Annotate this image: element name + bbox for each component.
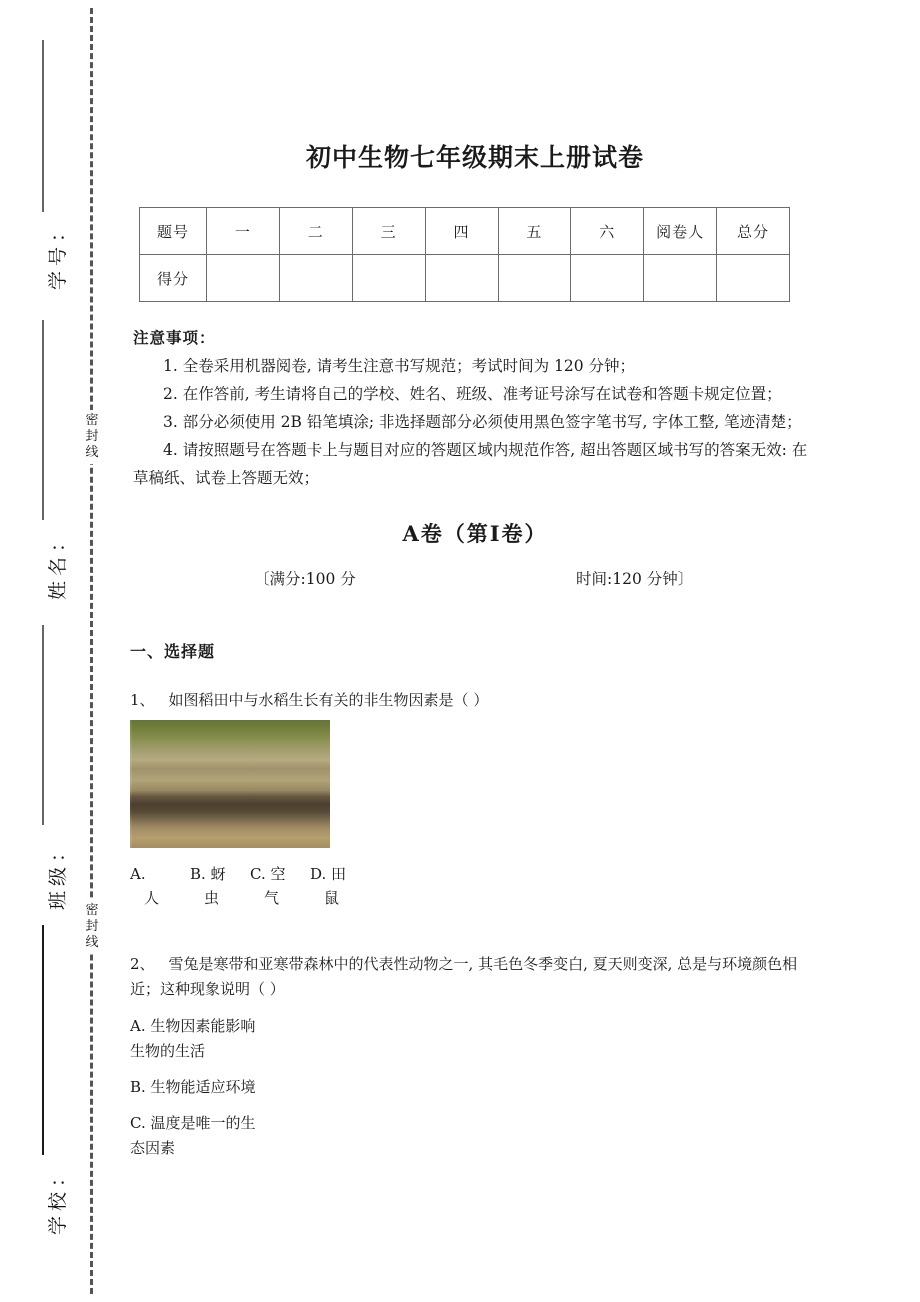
question-2-stem-line <box>130 952 820 1002</box>
question-1-option-a[interactable] <box>130 862 190 910</box>
question-2-option-a[interactable]: A. 生物因素能影响生物的生活 <box>130 1017 256 1060</box>
option-d-head: D. 田 <box>310 865 347 883</box>
question-1 <box>130 688 820 910</box>
option-a-tail: 人 <box>144 889 160 907</box>
question-1-text: 如图稻田中与水稻生长有关的非生物因素是（ ） <box>168 691 489 709</box>
score-table <box>139 207 790 302</box>
option-c-head: C. 空 <box>250 865 286 883</box>
table-cell-col-6: 六 <box>571 208 644 255</box>
margin-label-school: 学校： <box>47 1162 69 1235</box>
notice-item-4: 4. 请按照题号在答题卡上与题目对应的答题区域内规范作答, 超出答题区域书写的答案无效: 在草稿纸、试卷上答题无效； <box>133 441 808 487</box>
option-c-tail: 气 <box>264 889 280 907</box>
table-cell-col-1: 一 <box>207 208 280 255</box>
table-cell-score-grader[interactable] <box>644 255 717 302</box>
seal-dashed-line <box>90 8 93 1294</box>
rice-paddy-photo <box>130 720 330 848</box>
notice-item-1: 1. 全卷采用机器阅卷, 请考生注意书写规范；考试时间为 120 分钟； <box>163 357 636 375</box>
option-b-tail: 虫 <box>204 889 220 907</box>
margin-rule-2 <box>42 320 44 520</box>
notice-item-2: 2. 在作答前, 考生请将自己的学校、姓名、班级、准考证号涂写在试卷和答题卡规定位置； <box>163 385 782 403</box>
question-2-options <box>130 1014 820 1161</box>
table-row-headers <box>140 208 790 255</box>
table-cell-row-header-score: 得分 <box>140 255 207 302</box>
table-cell-score-2[interactable] <box>279 255 352 302</box>
question-1-option-d[interactable] <box>310 862 370 910</box>
question-2 <box>130 952 820 1161</box>
question-1-options <box>130 862 820 910</box>
section-heading-choice: 一、选择题 <box>130 642 216 661</box>
table-cell-col-5: 五 <box>498 208 571 255</box>
table-cell-score-total[interactable] <box>717 255 790 302</box>
table-cell-row-header: 题号 <box>140 208 207 255</box>
full-marks-label: 〔满分:100 分 <box>254 570 356 588</box>
margin-rule-1 <box>42 40 44 212</box>
question-1-number: 1、 <box>130 691 155 709</box>
table-cell-score-5[interactable] <box>498 255 571 302</box>
table-cell-col-4: 四 <box>425 208 498 255</box>
option-b-head: B. 蚜 <box>190 865 226 883</box>
notice-item-3: 3. 部分必须使用 2B 铅笔填涂; 非选择题部分必须使用黑色签字笔书写, 字体工整, 笔迹清楚； <box>163 413 802 431</box>
table-cell-score-3[interactable] <box>352 255 425 302</box>
table-cell-col-grader: 阅卷人 <box>644 208 717 255</box>
exam-meta <box>130 567 820 591</box>
table-cell-col-total: 总分 <box>717 208 790 255</box>
question-2-text: 雪兔是寒带和亚寒带森林中的代表性动物之一, 其毛色冬季变白, 夏天则变深, 总是与环境颜色相近；这种现象说明（ ） <box>130 955 798 998</box>
question-2-option-b[interactable]: B. 生物能适应环境 <box>130 1078 256 1096</box>
table-cell-col-3: 三 <box>352 208 425 255</box>
table-cell-score-1[interactable] <box>207 255 280 302</box>
margin-label-student-id: 学号： <box>47 217 69 290</box>
seal-label-bottom: 密封线 <box>82 900 102 954</box>
notice-block <box>133 324 820 492</box>
table-row-scores <box>140 255 790 302</box>
option-a-head: A. <box>130 865 146 883</box>
margin-label-name: 姓名： <box>47 527 69 600</box>
exam-sheet <box>130 0 820 1161</box>
table-cell-col-2: 二 <box>279 208 352 255</box>
question-1-option-c[interactable] <box>250 862 310 910</box>
binding-margin <box>0 0 120 1302</box>
margin-rule-4 <box>42 925 44 1155</box>
duration-label: 时间:120 分钟〕 <box>576 570 694 588</box>
question-1-option-b[interactable] <box>190 862 250 910</box>
seal-label-top: 密封线 <box>82 410 102 464</box>
table-cell-score-4[interactable] <box>425 255 498 302</box>
table-cell-score-6[interactable] <box>571 255 644 302</box>
page-title: 初中生物七年级期末上册试卷 <box>305 143 644 172</box>
margin-rule-3 <box>42 625 44 825</box>
question-1-stem-line <box>130 688 820 713</box>
margin-label-class: 班级： <box>47 837 69 910</box>
question-2-option-c[interactable]: C. 温度是唯一的生态因素 <box>130 1114 256 1157</box>
volume-title: A卷（第Ⅰ卷） <box>402 521 548 546</box>
notice-title: 注意事项： <box>133 328 216 347</box>
question-2-number: 2、 <box>130 955 155 973</box>
option-d-tail: 鼠 <box>324 889 340 907</box>
